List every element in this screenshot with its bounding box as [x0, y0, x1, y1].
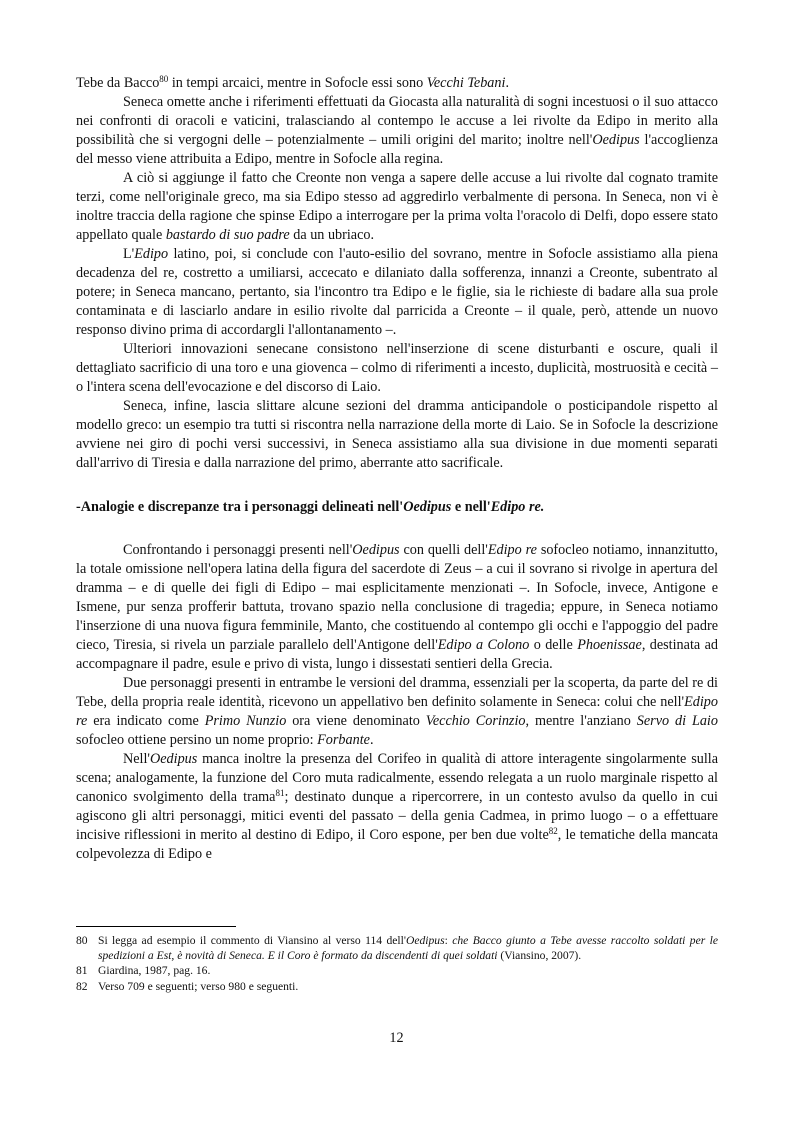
footnote-number: 80 [76, 934, 88, 947]
text-run: L' [123, 246, 135, 262]
text-run: Ulteriori innovazioni senecane consistono nell'inserzione di scene disturbanti e oscure, quali il dettagliato sacrificio di una toro e una giovenca – colmo di riferimenti a incesto, duplicità, mostruosità e cecità – o l'intera scena dell'evocazione e del discorso di Laio. [76, 341, 718, 395]
text-run: Giardina, 1987, pag. 16. [98, 964, 211, 978]
italic-text: che Bacco giunto a Tebe avesse raccolto soldati per le spedizioni a Est, è novità di Seneca. E il Coro è formato da discendenti di quei soldati [98, 934, 719, 963]
italic-text: Servo di Laio [636, 713, 718, 729]
footnote-text [98, 979, 718, 994]
body-text-section-2 [76, 541, 718, 864]
text-run: con quelli dell' [399, 542, 488, 558]
page-number: 12 [389, 1030, 404, 1046]
text-run: ; destinato dunque a ripercorrere, in un contesto avulso da quello in cui agiscono gli altri personaggi, mitici eventi del passato – della genia Cadmea, in primo luogo – o a effettuare incisive riflessioni in merito al destino di Edipo, il Coro espone, per ben due volte [76, 789, 718, 843]
text-run: Nell' [123, 751, 150, 767]
text-run: e nell' [451, 499, 491, 515]
text-run: era indicato come [87, 713, 205, 729]
text-run: manca inoltre la presenza del Corifeo in qualità di attore interagente singolarmente sulla scena; analogamente, la funzione del Coro muta radicalmente, essendo relegata a un ruolo marginale rispetto al canonico svolgimento della trama [76, 751, 718, 805]
footnote [76, 933, 718, 963]
italic-text: Edipo a Colono [437, 637, 530, 653]
body-text-section-1 [76, 74, 718, 473]
footnote-text [98, 933, 718, 963]
text-run: Tebe da Bacco [76, 75, 160, 91]
text-run: . [505, 75, 509, 91]
footnote-text [98, 963, 718, 978]
footnote-ref: 82 [548, 826, 558, 836]
paragraph [76, 245, 718, 340]
text-run: (Viansino, 2007). [497, 949, 582, 963]
section-heading [76, 498, 718, 517]
italic-text: Vecchio Corinzio [425, 713, 526, 729]
footnote-ref: 81 [275, 788, 285, 798]
italic-text: Primo Nunzio [204, 713, 287, 729]
text-run: -Analogie e discrepanze tra i personaggi delineati nell' [76, 499, 404, 515]
text-run: o delle [529, 637, 578, 653]
text-run: sofocleo ottiene persino un nome proprio: [76, 732, 318, 748]
paragraph [76, 74, 718, 93]
italic-text: Phoenissae [577, 637, 642, 653]
paragraph [76, 750, 718, 864]
footnotes [76, 933, 718, 994]
italic-text: Edipo re [487, 542, 537, 558]
italic-text: Edipo re [76, 694, 718, 729]
text-run: l'accoglienza del messo viene attribuita a Edipo, mentre in Sofocle alla regina. [76, 132, 718, 167]
text-run: , le tematiche della mancata colpevolezza di Edipo e [76, 827, 718, 862]
italic-text: Oedipus [149, 751, 198, 767]
text-run: Confrontando i personaggi presenti nell' [123, 542, 353, 558]
footnote [76, 979, 718, 994]
paragraph [76, 340, 718, 397]
page-body [76, 74, 718, 864]
footnote-separator [76, 926, 236, 927]
text-run: Seneca omette anche i riferimenti effettuati da Giocasta alla naturalità di sogni incestuosi o il suo attacco nei confronti di oracoli e vaticini, tralasciando al contempo le accuse a lei rivolte da Edipo in merito alla possibilità che si vergogni delle – potenzialmente – umili origini del marito; inoltre nell' [76, 94, 718, 148]
footnote-number: 81 [76, 964, 88, 978]
text-run: , destinata ad accompagnare il padre, esule e privo di vista, lungo i dissestati sentieri della Grecia. [76, 637, 718, 672]
text-run: sofocleo notiamo, innanzitutto, la totale omissione nell'opera latina della figura del sacerdote di Zeus – a cui il sovrano si rivolge in apertura del dramma – e di quelle dei figli di Edipo – mai esplicitamente menzionati –. In Sofocle, invece, Antigone e Ismene, pur senza profferir battuta, trovano spazio nella conclusione di tragedia; eppure, in Seneca notiamo l'inserzione di una nuova figura femminile, Manto, che costituendo al contempo gli occhi e l'appoggio del padre cieco, Tiresia, si rivela un parziale parallelo dell'Antigone dell' [76, 542, 719, 653]
italic-text: Edipo re. [490, 499, 545, 515]
italic-text: Oedipus [592, 132, 640, 148]
text-run: A ciò si aggiunge il fatto che Creonte non venga a sapere delle accuse a lui rivolte dal cognato tramite terzi, come nell'originale greco, ma sia Edipo stesso ad aggredirlo verbalmente di persona. In Seneca, non vi è inoltre traccia della ragione che spinse Edipo a interrogare per la prima volta l'oracolo di Delfi, dopo essere stato appellato quale [76, 170, 718, 243]
text-run: Seneca, infine, lascia slittare alcune sezioni del dramma anticipandole o posticipandole rispetto al modello greco: un esempio tra tutti si riscontra nella narrazione della morte di Laio. Se in Sofocle la descrizione avviene nei giro di pochi versi successivi, in Seneca assistiamo alla sua divisione in due momenti separati dall'arrivo di Tiresia e dalla narrazione del primo, aberrante atto sacrificale. [76, 398, 718, 471]
text-run: : [444, 934, 453, 947]
italic-text: Edipo [134, 246, 169, 262]
paragraph [76, 674, 718, 750]
paragraph [76, 541, 718, 674]
text-run: Verso 709 e seguenti; verso 980 e seguenti. [98, 979, 299, 993]
paragraph [76, 397, 718, 473]
text-run: da un ubriaco. [289, 227, 375, 243]
text-run: , mentre l'anziano [525, 713, 637, 729]
text-run: Due personaggi presenti in entrambe le versioni del dramma, essenziali per la scoperta, da parte del re di Tebe, della propria reale identità, ricevono un appellativo ben definito solamente in Seneca: colui che nell' [76, 675, 718, 710]
text-run: in tempi arcaici, mentre in Sofocle essi sono [168, 75, 427, 91]
paragraph [76, 93, 718, 169]
text-run: . [369, 732, 374, 748]
italic-text: bastardo di suo padre [165, 227, 290, 243]
text-run: latino, poi, si conclude con l'auto-esilio del sovrano, mentre in Sofocle assistiamo alla piena decadenza del re, costretto a umiliarsi, accecato e dilaniato dalla sofferenza, innanzi a Creonte, subentrato al potere; in Seneca mancano, pertanto, sia l'incontro tra Edipo e le figlie, sia le richieste di badare alla sua prole contaminata e di lasciarlo andare in esilio rivolte dal parricida a Creonte – il quale, però, attende un nuovo responso divino prima di accordargli l'allontanamento –. [76, 246, 718, 338]
footnote-number: 82 [76, 979, 88, 993]
text-run: Si legga ad esempio il commento di Viansino al verso 114 dell' [98, 934, 406, 947]
italic-text: Oedipus [405, 934, 445, 947]
footnote [76, 963, 718, 978]
text-run: ora viene denominato [286, 713, 426, 729]
italic-text: Vecchi Tebani [426, 75, 506, 91]
paragraph [76, 169, 718, 245]
italic-text: Forbante [317, 732, 370, 748]
italic-text: Oedipus [352, 542, 400, 558]
italic-text: Oedipus [403, 499, 452, 515]
footnote-ref: 80 [159, 74, 169, 84]
